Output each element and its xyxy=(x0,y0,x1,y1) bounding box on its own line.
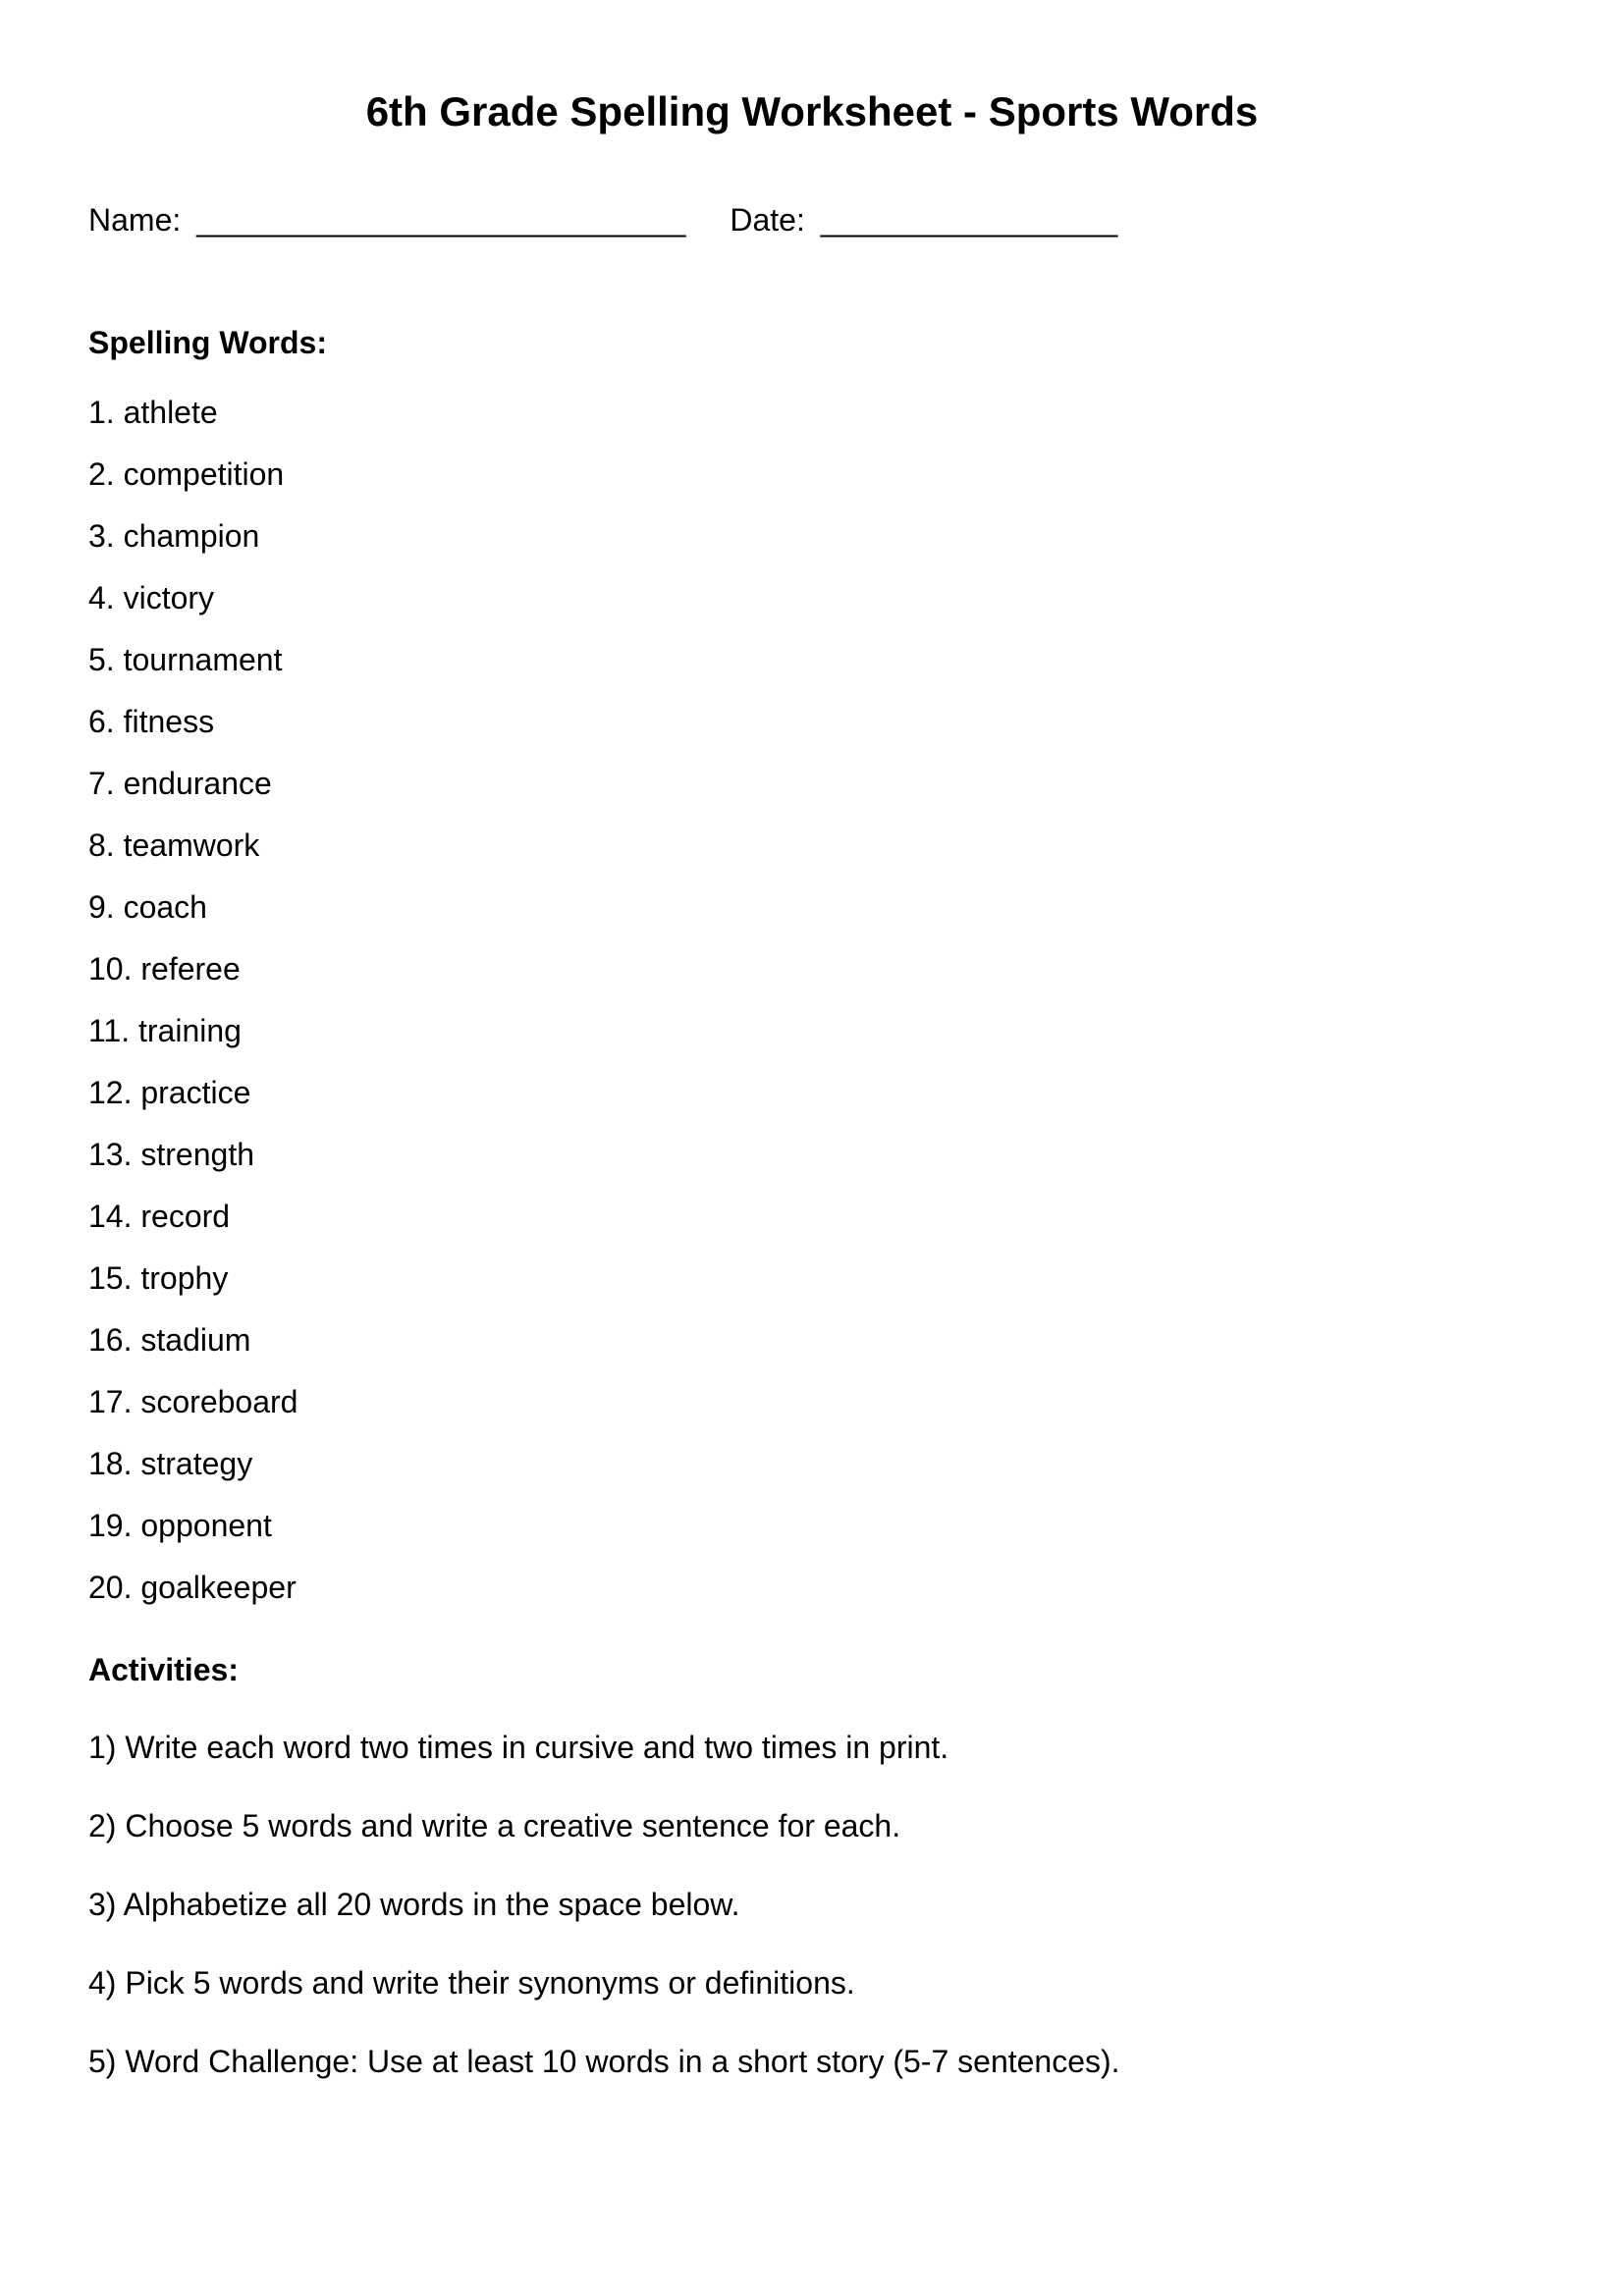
word-number: 14. xyxy=(88,1199,133,1235)
page-title: 6th Grade Spelling Worksheet - Sports Words xyxy=(365,88,1259,134)
spelling-word-item xyxy=(88,642,1536,677)
word-text: tournament xyxy=(123,642,283,678)
word-text: training xyxy=(138,1013,242,1049)
word-text: referee xyxy=(140,951,241,988)
word-text: endurance xyxy=(123,766,272,802)
word-number: 19. xyxy=(88,1508,133,1544)
spelling-word-item xyxy=(88,1508,1536,1543)
word-number: 11. xyxy=(88,1013,131,1049)
word-number: 4. xyxy=(88,580,115,616)
date-blank-line: _________________ xyxy=(820,202,1118,239)
spelling-word-item xyxy=(88,828,1536,863)
word-number: 20. xyxy=(88,1570,133,1606)
spelling-word-item xyxy=(88,1570,1536,1605)
spelling-word-item xyxy=(88,1013,1536,1048)
word-text: trophy xyxy=(140,1260,229,1297)
activity-text: Word Challenge: Use at least 10 words in a short story (5-7 sentences). xyxy=(125,2044,1120,2080)
word-text: strength xyxy=(140,1137,254,1173)
name-blank-line: ____________________________ xyxy=(196,202,686,239)
word-text: champion xyxy=(123,518,260,555)
activity-item xyxy=(88,2044,1536,2079)
word-text: stadium xyxy=(140,1322,251,1359)
word-number: 6. xyxy=(88,704,115,740)
spelling-word-item xyxy=(88,1137,1536,1172)
activity-text: Alphabetize all 20 words in the space below. xyxy=(123,1887,740,1923)
spelling-word-item xyxy=(88,1384,1536,1419)
word-text: practice xyxy=(140,1075,251,1111)
spelling-word-item xyxy=(88,704,1536,739)
spelling-word-item xyxy=(88,1446,1536,1481)
word-number: 2. xyxy=(88,456,115,493)
word-text: record xyxy=(140,1199,231,1235)
activity-number: 3) xyxy=(88,1887,117,1923)
activity-text: Pick 5 words and write their synonyms or definitions. xyxy=(125,1965,855,2002)
word-text: scoreboard xyxy=(140,1384,298,1420)
word-number: 9. xyxy=(88,889,115,926)
activity-item xyxy=(88,1730,1536,1765)
word-number: 1. xyxy=(88,395,115,431)
spelling-word-item xyxy=(88,951,1536,987)
word-number: 16. xyxy=(88,1322,133,1359)
word-text: coach xyxy=(123,889,207,926)
activity-text: Write each word two times in cursive and two times in print. xyxy=(125,1730,949,1766)
name-date-row xyxy=(0,202,1624,239)
date-label: Date: xyxy=(730,202,805,239)
word-text: athlete xyxy=(123,395,218,431)
spelling-word-list xyxy=(0,395,1624,1605)
spelling-word-item xyxy=(88,1260,1536,1296)
name-label: Name: xyxy=(88,202,182,239)
activity-list xyxy=(0,1730,1624,2079)
activities-heading: Activities: xyxy=(88,1652,239,1688)
spelling-word-item xyxy=(88,1075,1536,1110)
activity-item xyxy=(88,1887,1536,1922)
activity-item xyxy=(88,1965,1536,2001)
word-number: 3. xyxy=(88,518,115,555)
spelling-word-item xyxy=(88,1322,1536,1358)
spelling-word-item xyxy=(88,889,1536,925)
spelling-words-heading: Spelling Words: xyxy=(88,325,327,361)
activity-number: 1) xyxy=(88,1730,117,1766)
activity-item xyxy=(88,1808,1536,1843)
word-number: 13. xyxy=(88,1137,133,1173)
spelling-word-item xyxy=(88,456,1536,492)
spelling-word-item xyxy=(88,580,1536,615)
word-text: fitness xyxy=(123,704,215,740)
word-number: 18. xyxy=(88,1446,133,1482)
word-number: 17. xyxy=(88,1384,133,1420)
spelling-word-item xyxy=(88,395,1536,430)
word-number: 12. xyxy=(88,1075,133,1111)
word-number: 8. xyxy=(88,828,115,864)
activity-number: 4) xyxy=(88,1965,117,2002)
word-text: opponent xyxy=(140,1508,272,1544)
spelling-word-item xyxy=(88,766,1536,801)
activity-number: 2) xyxy=(88,1808,117,1844)
word-text: strategy xyxy=(140,1446,253,1482)
word-number: 10. xyxy=(88,951,133,988)
word-number: 15. xyxy=(88,1260,133,1297)
word-text: goalkeeper xyxy=(140,1570,297,1606)
word-text: competition xyxy=(123,456,285,493)
spelling-word-item xyxy=(88,1199,1536,1234)
word-text: teamwork xyxy=(123,828,260,864)
activity-text: Choose 5 words and write a creative sentence for each. xyxy=(125,1808,901,1844)
word-number: 7. xyxy=(88,766,115,802)
activity-number: 5) xyxy=(88,2044,117,2080)
spelling-word-item xyxy=(88,518,1536,554)
word-text: victory xyxy=(123,580,215,616)
word-number: 5. xyxy=(88,642,115,678)
